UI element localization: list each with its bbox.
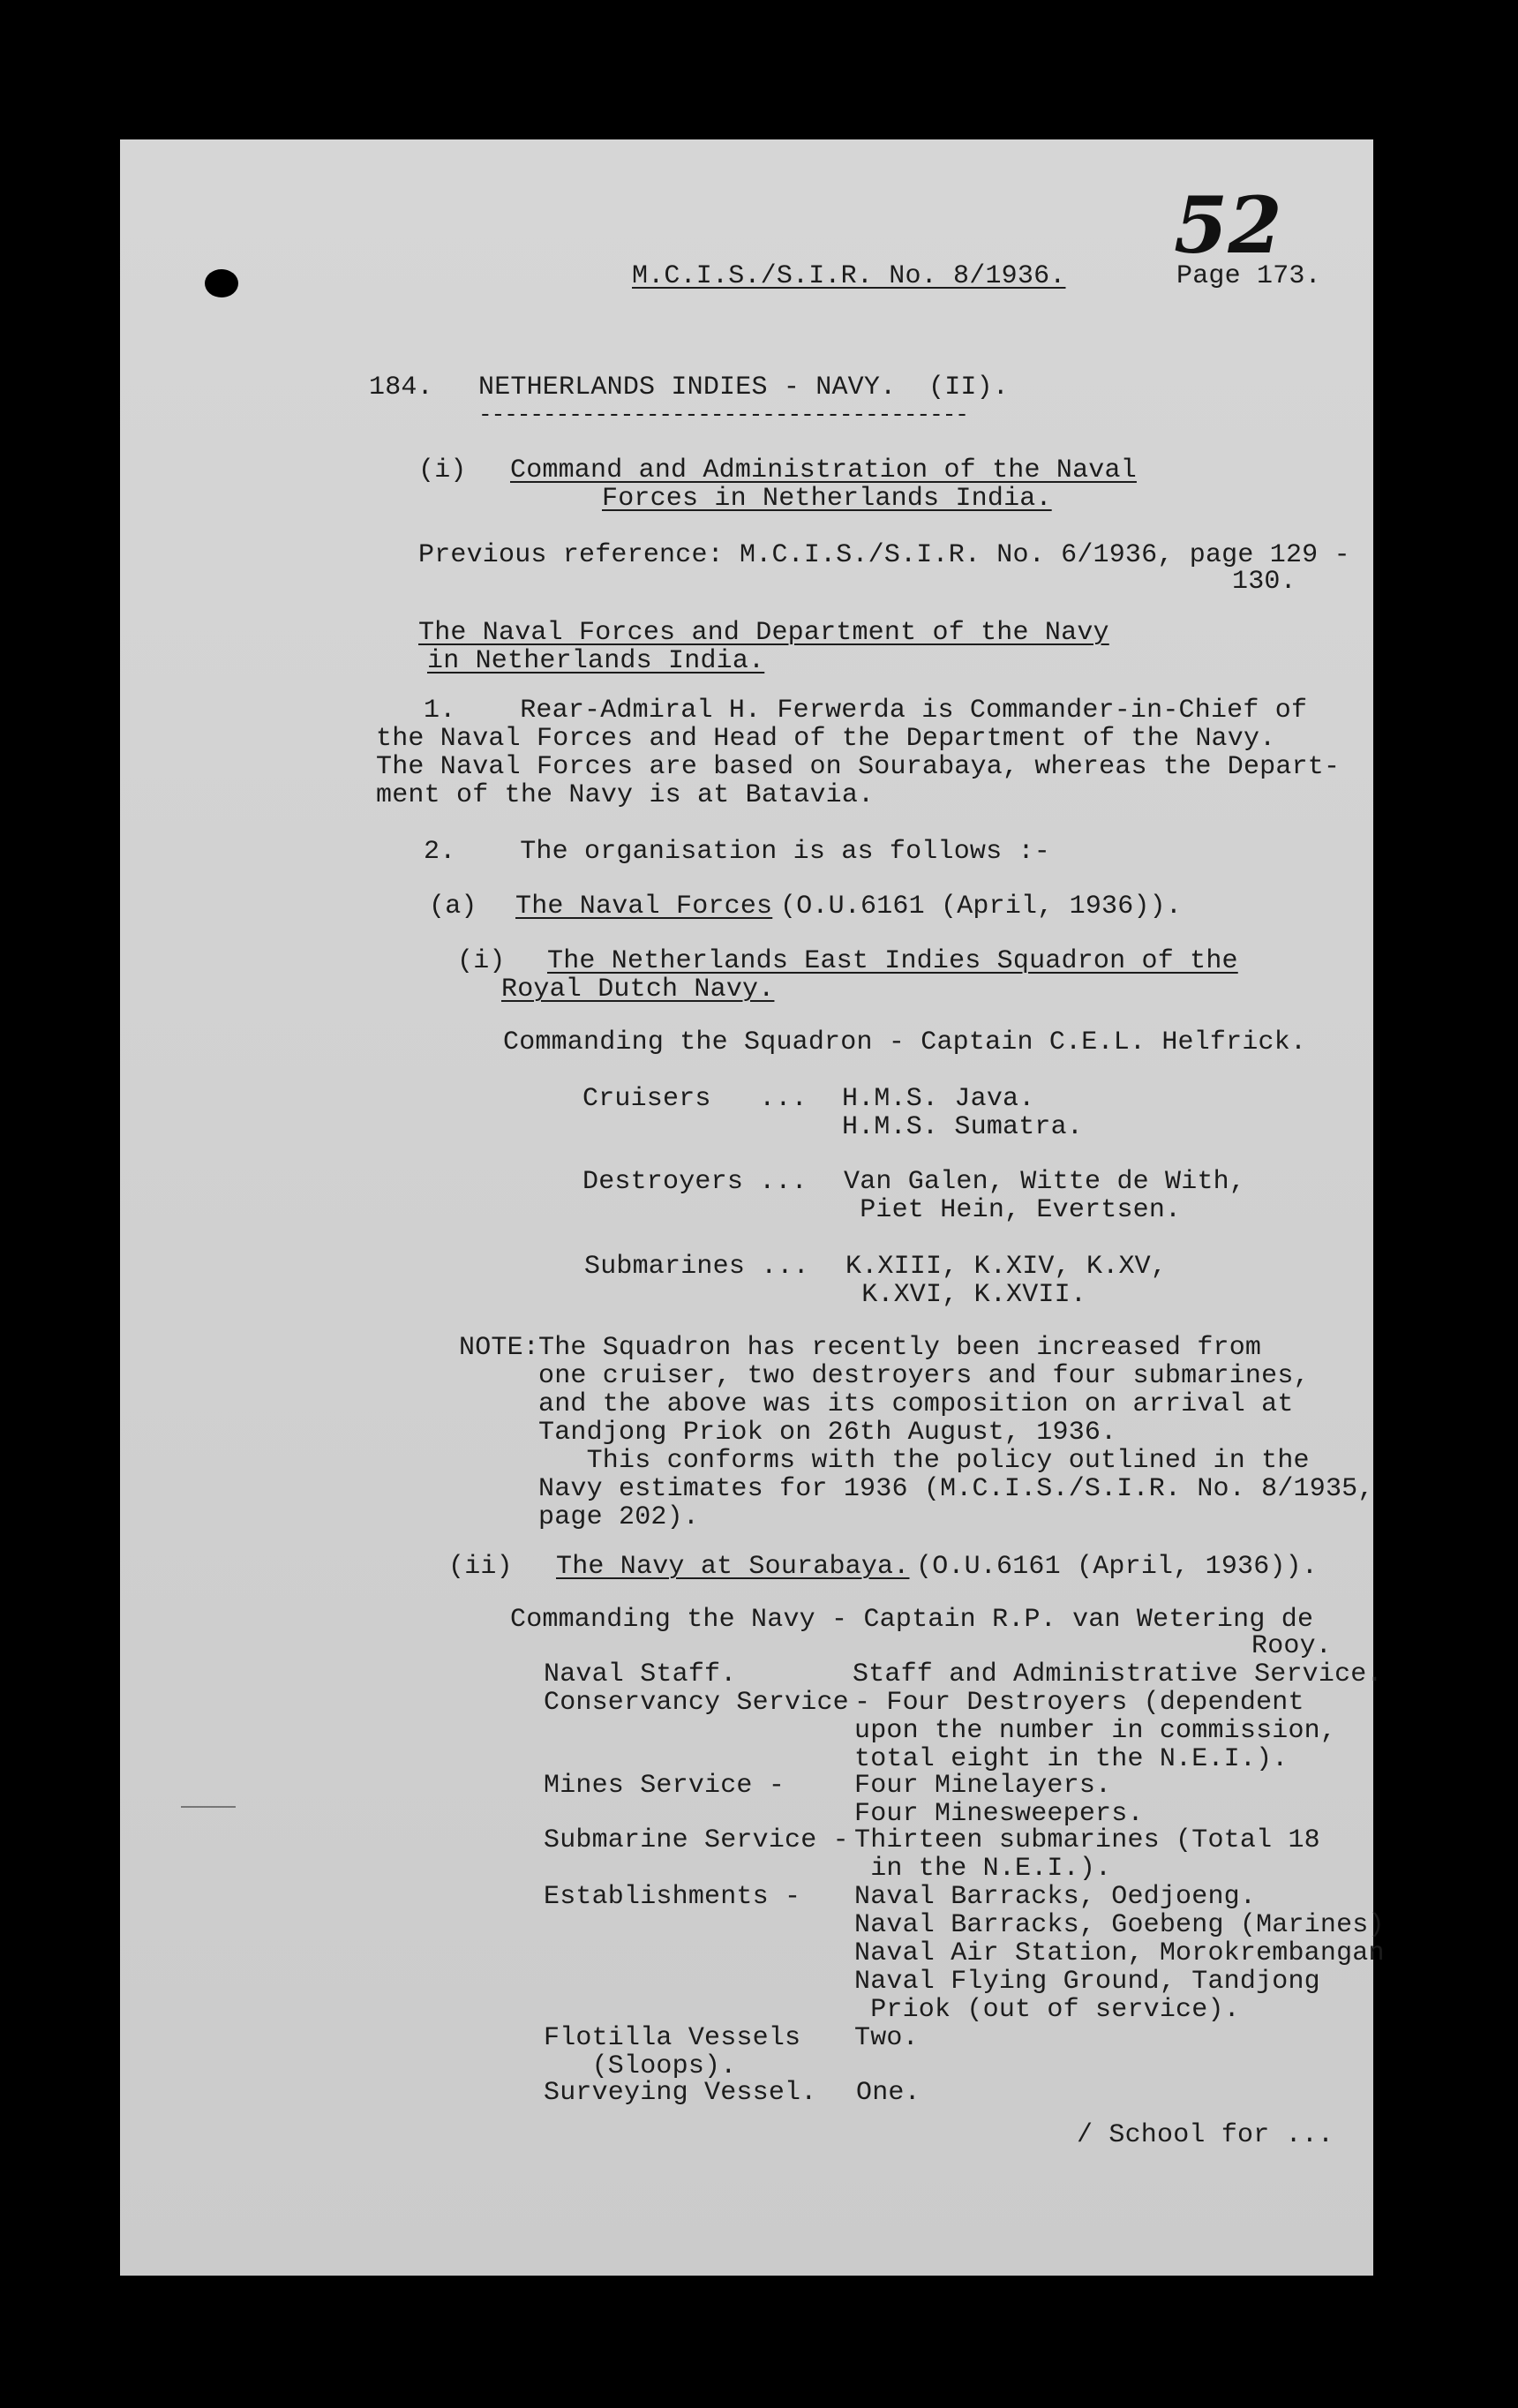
sourabaya-commander-line1: Commanding the Navy - Captain R.P. van Wetering de (510, 1605, 1314, 1635)
note-line4: Tandjong Priok on 26th August, 1936. (538, 1418, 1117, 1448)
establishment-goebeng: Naval Barracks, Goebeng (Marines) (854, 1910, 1385, 1940)
destroyers-line2: Piet Hein, Evertsen. (844, 1195, 1182, 1225)
destroyers-line1: Van Galen, Witte de With, (844, 1167, 1246, 1197)
naval-staff-label: Naval Staff. (544, 1659, 737, 1689)
subsection-title-line1: Command and Administration of the Naval (510, 455, 1137, 485)
previous-reference-line2: 130. (1232, 567, 1296, 597)
heading-line2: in Netherlands India. (427, 646, 765, 676)
note-line3: and the above was its composition on arrival at (538, 1389, 1294, 1419)
flotilla-label-line1: Flotilla Vessels (544, 2023, 801, 2053)
surveying-vessel-label: Surveying Vessel. (544, 2078, 817, 2108)
submarines-line1: K.XIII, K.XIV, K.XV, (845, 1252, 1168, 1282)
sourabaya-reference: (O.U.6161 (April, 1936)). (916, 1552, 1319, 1582)
conservancy-value-line1: - Four Destroyers (dependent (854, 1688, 1304, 1718)
paragraph-1-line4: ment of the Navy is at Batavia. (376, 780, 875, 810)
establishments-label: Establishments - (544, 1882, 801, 1912)
conservancy-label: Conservancy Service (544, 1688, 849, 1718)
establishment-oedjoeng: Naval Barracks, Oedjoeng. (854, 1882, 1257, 1912)
mines-value-line1: Four Minelayers. (854, 1771, 1112, 1801)
paragraph-1-line2: the Naval Forces and Head of the Department of the Navy. (376, 724, 1276, 754)
page-number: Page 173. (1176, 261, 1321, 291)
note-line1: The Squadron has recently been increased from (538, 1333, 1262, 1363)
submarine-service-label: Submarine Service - (544, 1825, 849, 1855)
section-number: 184. (369, 372, 433, 403)
note-line2: one cruiser, two destroyers and four submarines, (538, 1361, 1310, 1391)
section-part: (II). (928, 372, 1010, 403)
establishment-flying-ground-line2: Priok (out of service). (854, 1995, 1240, 2025)
part-a-label: (a) (429, 892, 477, 922)
sourabaya-commander-line2: Rooy. (1251, 1631, 1333, 1661)
sourabaya-title: The Navy at Sourabaya. (556, 1552, 910, 1582)
squadron-label: (i) (457, 946, 506, 976)
cruiser-sumatra: H.M.S. Sumatra. (842, 1112, 1084, 1142)
establishment-flying-ground-line1: Naval Flying Ground, Tandjong (854, 1967, 1320, 1997)
margin-mark (181, 1806, 236, 1808)
section-underline: -------------------------------------- (478, 402, 968, 428)
note-line6: Navy estimates for 1936 (M.C.I.S./S.I.R. No. 8/1935, (538, 1474, 1374, 1504)
part-a-reference: (O.U.6161 (April, 1936)). (780, 892, 1183, 922)
mines-value-line2: Four Minesweepers. (854, 1799, 1144, 1829)
section-title: NETHERLANDS INDIES - NAVY. (478, 372, 897, 403)
cruiser-java: H.M.S. Java. (842, 1084, 1035, 1114)
surveying-vessel-value: One. (856, 2078, 921, 2108)
flotilla-value: Two. (854, 2023, 919, 2053)
continuation-footer: / School for ... (1077, 2120, 1334, 2150)
establishment-air-station: Naval Air Station, Morokrembangan (854, 1938, 1385, 1968)
punch-hole (205, 269, 238, 297)
conservancy-value-line3: total eight in the N.E.I.). (854, 1744, 1289, 1774)
heading-line1: The Naval Forces and Department of the Navy (418, 618, 1109, 648)
note-label: NOTE: (459, 1333, 540, 1363)
squadron-title-line1: The Netherlands East Indies Squadron of the (547, 946, 1238, 976)
cruisers-label: Cruisers ... (582, 1084, 808, 1114)
flotilla-label-line2: (Sloops). (544, 2051, 737, 2081)
submarine-service-value-line1: Thirteen submarines (Total 18 (854, 1825, 1320, 1855)
note-line5: This conforms with the policy outlined in the (538, 1446, 1310, 1476)
paragraph-2: 2. The organisation is as follows :- (424, 837, 1050, 867)
submarines-label: Submarines ... (584, 1252, 809, 1282)
part-a-title: The Naval Forces (515, 892, 773, 922)
conservancy-value-line2: upon the number in commission, (854, 1716, 1337, 1746)
paragraph-1-line3: The Naval Forces are based on Sourabaya, whereas the Depart- (376, 752, 1341, 782)
paragraph-1-line1: 1. Rear-Admiral H. Ferwerda is Commander-in-Chief of (424, 696, 1308, 726)
submarines-line2: K.XVI, K.XVII. (845, 1280, 1087, 1310)
mines-label: Mines Service - (544, 1771, 785, 1801)
destroyers-label: Destroyers ... (582, 1167, 808, 1197)
subsection-label: (i) (418, 455, 467, 485)
note-line7: page 202). (538, 1502, 700, 1532)
naval-staff-value: Staff and Administrative Service. (853, 1659, 1383, 1689)
document-reference: M.C.I.S./S.I.R. No. 8/1936. (632, 261, 1066, 291)
submarine-service-value-line2: in the N.E.I.). (854, 1854, 1112, 1884)
previous-reference-line1: Previous reference: M.C.I.S./S.I.R. No. 6/1936, page 129 - (418, 540, 1350, 570)
handwritten-folio-number: 52 (1174, 179, 1282, 271)
sourabaya-label: (ii) (448, 1552, 513, 1582)
squadron-title-line2: Royal Dutch Navy. (501, 974, 775, 1005)
subsection-title-line2: Forces in Netherlands India. (602, 484, 1052, 514)
squadron-commander: Commanding the Squadron - Captain C.E.L. Helfrick. (503, 1027, 1307, 1057)
